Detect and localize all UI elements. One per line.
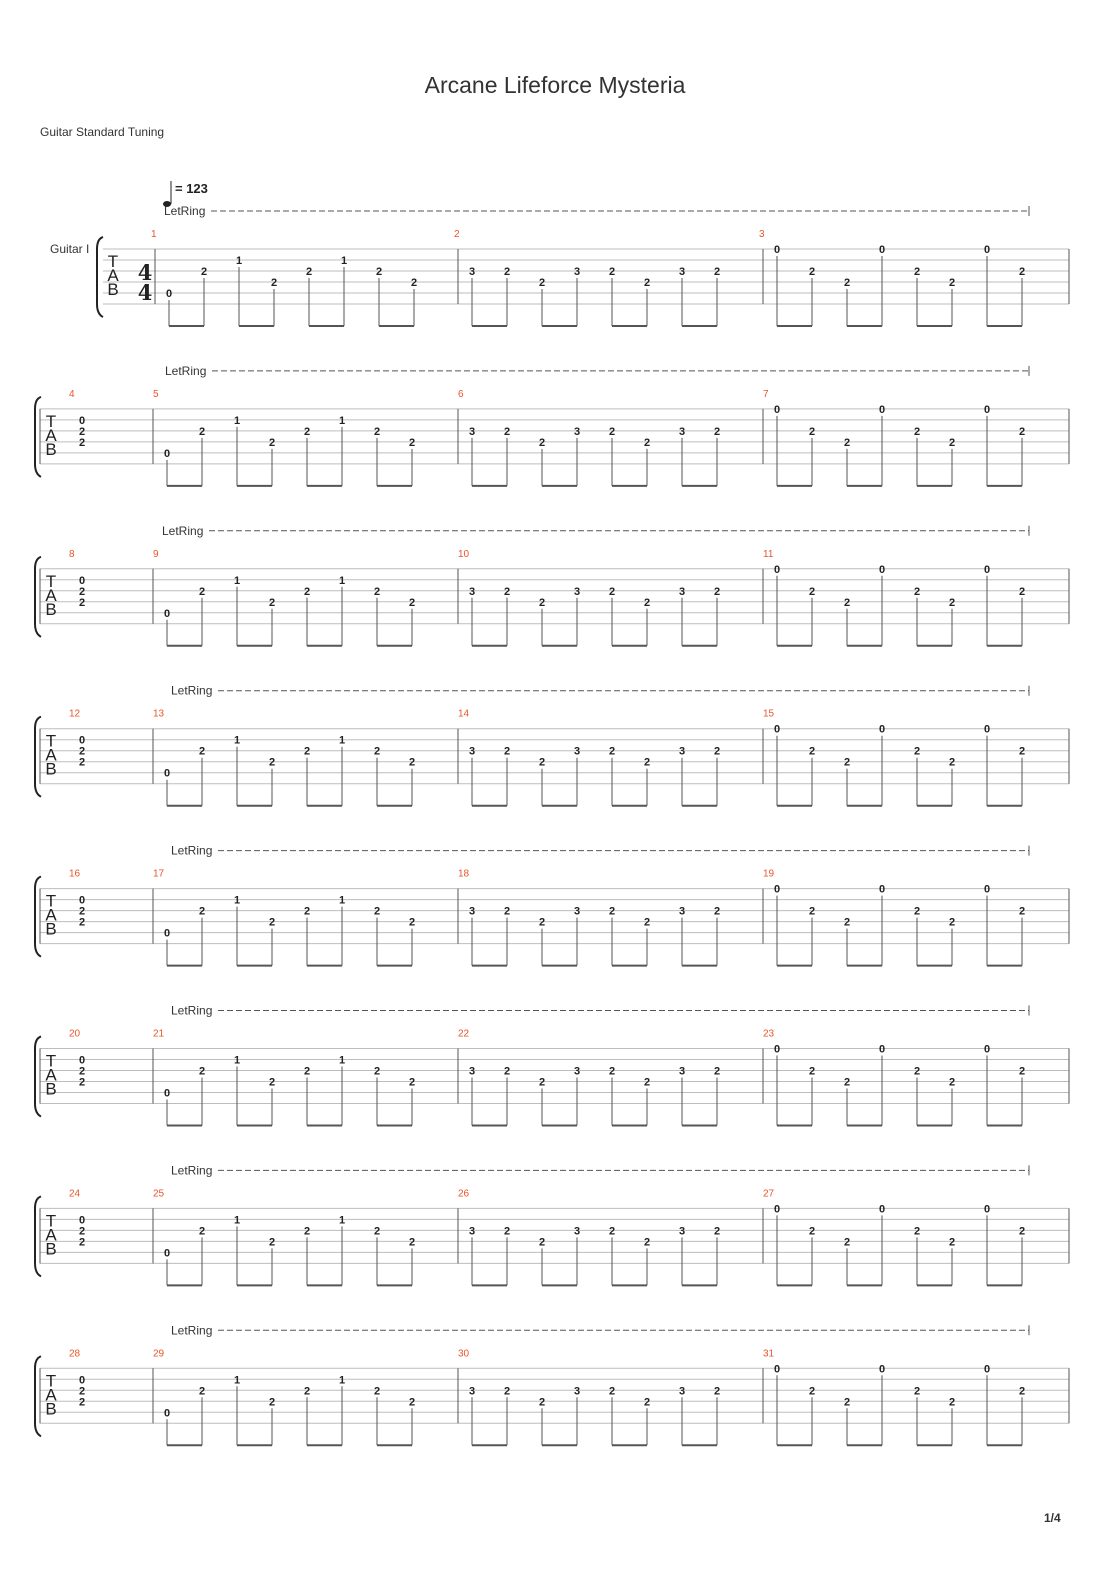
fret-number: 0 <box>878 1363 886 1376</box>
fret-number: 3 <box>678 745 686 758</box>
fret-number: 2 <box>303 1385 311 1398</box>
fret-number: 2 <box>1018 585 1026 598</box>
fret-number: 2 <box>843 596 851 609</box>
fret-number: 2 <box>268 436 276 449</box>
fret-number: 1 <box>233 574 241 587</box>
fret-number: 2 <box>538 436 546 449</box>
fret-number: 2 <box>713 905 721 918</box>
fret-number: 2 <box>948 436 956 449</box>
measure-number: 2 <box>454 229 460 240</box>
fret-number: 2 <box>808 905 816 918</box>
fret-number: 0 <box>78 1054 86 1067</box>
fret-number: 3 <box>573 585 581 598</box>
fret-number: 1 <box>338 414 346 427</box>
fret-number: 2 <box>843 1396 851 1409</box>
measure-number: 5 <box>153 388 159 400</box>
measure-number: 16 <box>69 868 81 880</box>
measure-number: 20 <box>69 1028 81 1040</box>
fret-number: 0 <box>773 563 781 576</box>
fret-number: 2 <box>713 585 721 598</box>
fret-number: 3 <box>678 266 686 278</box>
fret-number: 1 <box>338 894 346 907</box>
tab-letter: T <box>45 891 57 911</box>
fret-number: 2 <box>1018 1225 1026 1238</box>
measure-number: 23 <box>763 1028 775 1040</box>
fret-number: 3 <box>678 585 686 598</box>
fret-number: 3 <box>468 1385 476 1398</box>
fret-number: 0 <box>163 1087 171 1100</box>
fret-number: 2 <box>913 1385 921 1398</box>
fret-number: 0 <box>78 1374 86 1387</box>
fret-number: 2 <box>503 1225 511 1238</box>
fret-number: 2 <box>608 585 616 598</box>
fret-number: 2 <box>78 1396 86 1409</box>
fret-number: 2 <box>808 1065 816 1078</box>
tab-letter: T <box>45 411 57 431</box>
fret-number: 2 <box>608 905 616 918</box>
measure-number: 17 <box>153 868 165 880</box>
fret-number: 0 <box>78 1214 86 1227</box>
measure-number: 11 <box>763 548 774 560</box>
tab-letter: A <box>45 425 57 445</box>
fret-number: 2 <box>643 1236 651 1249</box>
fret-number: 2 <box>373 1385 381 1398</box>
fret-number: 2 <box>303 905 311 918</box>
fret-number: 2 <box>78 905 86 918</box>
fret-number: 2 <box>303 1065 311 1078</box>
fret-number: 2 <box>913 585 921 598</box>
staff-bracket <box>97 237 103 317</box>
fret-number: 0 <box>163 1407 171 1420</box>
fret-number: 2 <box>808 1385 816 1398</box>
fret-number: 2 <box>538 596 546 609</box>
measure-number: 18 <box>458 868 470 880</box>
fret-number: 3 <box>468 425 476 438</box>
fret-number: 2 <box>808 1225 816 1238</box>
fret-number: 0 <box>163 1247 171 1260</box>
measure-number: 7 <box>763 388 769 400</box>
fret-number: 2 <box>1018 745 1026 758</box>
fret-number: 0 <box>773 1363 781 1376</box>
fret-number: 2 <box>503 1065 511 1078</box>
fret-number: 2 <box>375 266 383 278</box>
fret-number: 2 <box>78 756 86 769</box>
fret-number: 0 <box>983 883 991 896</box>
tab-letter: B <box>45 1399 57 1419</box>
fret-number: 0 <box>983 563 991 576</box>
fret-number: 2 <box>643 756 651 769</box>
fret-number: 3 <box>678 1385 686 1398</box>
tab-letter: B <box>107 280 119 299</box>
measure-number: 22 <box>458 1028 470 1040</box>
fret-number: 2 <box>78 745 86 758</box>
fret-number: 2 <box>608 425 616 438</box>
fret-number: 2 <box>408 436 416 449</box>
fret-number: 0 <box>773 883 781 896</box>
let-ring-label: LetRing <box>164 204 206 218</box>
measure-number: 14 <box>458 708 470 720</box>
fret-number: 3 <box>678 1065 686 1078</box>
measure-number: 12 <box>69 708 81 720</box>
fret-number: 2 <box>643 277 651 289</box>
measure-number: 31 <box>763 1348 775 1360</box>
fret-number: 2 <box>303 585 311 598</box>
tab-letter: A <box>45 1385 57 1405</box>
fret-number: 2 <box>268 596 276 609</box>
fret-number: 0 <box>773 403 781 416</box>
fret-number: 1 <box>233 1374 241 1387</box>
fret-number: 2 <box>303 425 311 438</box>
fret-number: 2 <box>408 1396 416 1409</box>
fret-number: 2 <box>713 1065 721 1078</box>
fret-number: 2 <box>1018 425 1026 438</box>
let-ring-label: LetRing <box>171 1003 213 1018</box>
fret-number: 2 <box>78 1225 86 1238</box>
let-ring-label: LetRing <box>171 1163 213 1178</box>
tab-letter: B <box>45 599 57 619</box>
fret-number: 3 <box>573 1385 581 1398</box>
fret-number: 2 <box>268 1236 276 1249</box>
fret-number: 2 <box>713 266 721 278</box>
measure-number: 25 <box>153 1188 165 1200</box>
fret-number: 2 <box>408 756 416 769</box>
fret-number: 0 <box>773 1203 781 1216</box>
tab-letter: T <box>45 731 57 751</box>
measure-number: 21 <box>153 1028 165 1040</box>
fret-number: 2 <box>198 1225 206 1238</box>
fret-number: 2 <box>503 425 511 438</box>
fret-number: 3 <box>678 1225 686 1238</box>
measure-number: 13 <box>153 708 165 720</box>
let-ring-label: LetRing <box>165 363 207 378</box>
tab-letter: A <box>45 1225 57 1245</box>
tab-letter: B <box>45 919 57 939</box>
fret-number: 2 <box>1018 266 1026 278</box>
fret-number: 1 <box>235 255 243 267</box>
fret-number: 2 <box>713 425 721 438</box>
fret-number: 0 <box>163 447 171 460</box>
fret-number: 3 <box>468 905 476 918</box>
fret-number: 2 <box>1018 905 1026 918</box>
fret-number: 2 <box>643 1076 651 1089</box>
fret-number: 0 <box>983 1203 991 1216</box>
fret-number: 2 <box>538 1076 546 1089</box>
fret-number: 2 <box>373 425 381 438</box>
fret-number: 2 <box>913 266 921 278</box>
fret-number: 2 <box>538 756 546 769</box>
fret-number: 2 <box>78 596 86 609</box>
fret-number: 0 <box>773 244 781 256</box>
fret-number: 1 <box>233 734 241 747</box>
fret-number: 1 <box>233 1214 241 1227</box>
fret-number: 2 <box>608 1385 616 1398</box>
fret-number: 2 <box>843 277 851 289</box>
fret-number: 0 <box>773 1043 781 1056</box>
fret-number: 2 <box>503 905 511 918</box>
fret-number: 2 <box>198 1385 206 1398</box>
measure-number: 3 <box>759 229 765 240</box>
measure-number: 15 <box>763 708 775 720</box>
fret-number: 2 <box>198 745 206 758</box>
fret-number: 2 <box>948 1396 956 1409</box>
tab-letter: T <box>107 252 119 271</box>
fret-number: 2 <box>913 1065 921 1078</box>
fret-number: 2 <box>198 1065 206 1078</box>
fret-number: 0 <box>878 563 886 576</box>
fret-number: 0 <box>878 723 886 736</box>
measure-number: 8 <box>69 548 75 560</box>
fret-number: 0 <box>878 1203 886 1216</box>
fret-number: 2 <box>843 1076 851 1089</box>
fret-number: 2 <box>608 1225 616 1238</box>
fret-number: 2 <box>608 266 616 278</box>
fret-number: 2 <box>373 1065 381 1078</box>
fret-number: 2 <box>200 266 208 278</box>
fret-number: 2 <box>373 745 381 758</box>
fret-number: 2 <box>373 1225 381 1238</box>
fret-number: 0 <box>78 414 86 427</box>
fret-number: 1 <box>233 1054 241 1067</box>
tab-letter: T <box>45 571 57 591</box>
fret-number: 2 <box>538 916 546 929</box>
fret-number: 2 <box>643 1396 651 1409</box>
fret-number: 2 <box>843 916 851 929</box>
instrument-name: Guitar I <box>50 242 90 256</box>
fret-number: 2 <box>808 266 816 278</box>
tuning-label: Guitar Standard Tuning <box>40 125 165 139</box>
fret-number: 2 <box>78 1236 86 1249</box>
fret-number: 2 <box>78 916 86 929</box>
fret-number: 3 <box>573 1065 581 1078</box>
fret-number: 2 <box>643 916 651 929</box>
measure-number: 29 <box>153 1348 165 1360</box>
measure-number: 1 <box>151 229 157 240</box>
fret-number: 3 <box>468 585 476 598</box>
fret-number: 2 <box>78 1065 86 1078</box>
fret-number: 2 <box>305 266 313 278</box>
fret-number: 0 <box>773 723 781 736</box>
fret-number: 2 <box>408 596 416 609</box>
fret-number: 3 <box>468 266 476 278</box>
let-ring-label: LetRing <box>171 683 213 698</box>
fret-number: 2 <box>78 1385 86 1398</box>
fret-number: 0 <box>878 883 886 896</box>
fret-number: 0 <box>983 1043 991 1056</box>
tab-letter: A <box>45 1065 57 1085</box>
fret-number: 2 <box>808 745 816 758</box>
fret-number: 2 <box>268 1076 276 1089</box>
fret-number: 0 <box>983 1363 991 1376</box>
page-number: 1/4 <box>1044 1511 1061 1525</box>
fret-number: 2 <box>948 756 956 769</box>
fret-number: 0 <box>163 927 171 940</box>
fret-number: 1 <box>233 414 241 427</box>
fret-number: 3 <box>573 266 581 278</box>
fret-number: 2 <box>408 1236 416 1249</box>
tab-letter: T <box>45 1051 57 1071</box>
fret-number: 2 <box>913 425 921 438</box>
song-title: Arcane Lifeforce Mysteria <box>424 72 686 98</box>
fret-number: 1 <box>340 255 348 267</box>
fret-number: 3 <box>573 905 581 918</box>
measure-number: 28 <box>69 1348 81 1360</box>
fret-number: 2 <box>270 277 278 289</box>
fret-number: 2 <box>948 277 956 289</box>
fret-number: 2 <box>503 266 511 278</box>
fret-number: 2 <box>198 905 206 918</box>
tab-letter: T <box>45 1371 57 1391</box>
fret-number: 2 <box>538 1396 546 1409</box>
fret-number: 2 <box>843 436 851 449</box>
measure-number: 6 <box>458 388 464 400</box>
fret-number: 2 <box>643 596 651 609</box>
fret-number: 2 <box>608 1065 616 1078</box>
fret-number: 0 <box>983 244 991 256</box>
measure-number: 4 <box>69 388 75 400</box>
tab-letter: A <box>45 905 57 925</box>
measure-number: 10 <box>458 548 470 560</box>
fret-number: 3 <box>468 1065 476 1078</box>
fret-number: 2 <box>303 745 311 758</box>
measure-number: 24 <box>69 1188 81 1200</box>
fret-number: 0 <box>163 767 171 780</box>
fret-number: 2 <box>948 1076 956 1089</box>
fret-number: 2 <box>373 585 381 598</box>
let-ring-label: LetRing <box>171 1323 213 1338</box>
fret-number: 0 <box>78 574 86 587</box>
fret-number: 1 <box>338 734 346 747</box>
tab-letter: B <box>45 1239 57 1259</box>
tab-letter: T <box>45 1211 57 1231</box>
measure-number: 27 <box>763 1188 775 1200</box>
measure-number: 9 <box>153 548 159 560</box>
fret-number: 1 <box>338 1374 346 1387</box>
tab-letter: A <box>45 745 57 765</box>
fret-number: 2 <box>268 1396 276 1409</box>
tempo-marking: = 123 <box>175 181 208 196</box>
fret-number: 0 <box>983 403 991 416</box>
fret-number: 0 <box>78 894 86 907</box>
fret-number: 2 <box>538 277 546 289</box>
fret-number: 3 <box>468 1225 476 1238</box>
fret-number: 2 <box>713 745 721 758</box>
fret-number: 2 <box>78 1076 86 1089</box>
fret-number: 3 <box>678 905 686 918</box>
tab-letter: B <box>45 1079 57 1099</box>
fret-number: 2 <box>373 905 381 918</box>
fret-number: 3 <box>573 1225 581 1238</box>
fret-number: 2 <box>713 1385 721 1398</box>
fret-number: 2 <box>713 1225 721 1238</box>
fret-number: 2 <box>78 585 86 598</box>
fret-number: 2 <box>913 1225 921 1238</box>
fret-number: 2 <box>503 1385 511 1398</box>
fret-number: 2 <box>1018 1065 1026 1078</box>
fret-number: 3 <box>468 745 476 758</box>
fret-number: 2 <box>198 585 206 598</box>
tab-letter: B <box>45 759 57 779</box>
fret-number: 2 <box>808 585 816 598</box>
fret-number: 2 <box>913 905 921 918</box>
fret-number: 2 <box>503 585 511 598</box>
fret-number: 2 <box>268 756 276 769</box>
fret-number: 2 <box>408 1076 416 1089</box>
time-signature-bottom: 4 <box>137 280 153 305</box>
fret-number: 2 <box>843 1236 851 1249</box>
fret-number: 1 <box>338 1214 346 1227</box>
fret-number: 2 <box>268 916 276 929</box>
fret-number: 1 <box>233 894 241 907</box>
fret-number: 2 <box>503 745 511 758</box>
tab-letter: B <box>45 439 57 459</box>
fret-number: 2 <box>1018 1385 1026 1398</box>
tab-letter: A <box>45 585 57 605</box>
fret-number: 2 <box>78 425 86 438</box>
fret-number: 0 <box>163 607 171 620</box>
fret-number: 2 <box>198 425 206 438</box>
fret-number: 2 <box>913 745 921 758</box>
fret-number: 2 <box>78 436 86 449</box>
fret-number: 0 <box>78 734 86 747</box>
fret-number: 3 <box>573 745 581 758</box>
tab-letter: A <box>107 266 119 285</box>
fret-number: 0 <box>983 723 991 736</box>
measure-number: 19 <box>763 868 775 880</box>
time-signature-top: 4 <box>137 260 153 285</box>
measure-number: 26 <box>458 1188 470 1200</box>
fret-number: 2 <box>643 436 651 449</box>
fret-number: 1 <box>338 574 346 587</box>
fret-number: 0 <box>878 1043 886 1056</box>
fret-number: 2 <box>538 1236 546 1249</box>
fret-number: 3 <box>573 425 581 438</box>
fret-number: 3 <box>678 425 686 438</box>
fret-number: 2 <box>948 916 956 929</box>
fret-number: 1 <box>338 1054 346 1067</box>
fret-number: 2 <box>948 596 956 609</box>
fret-number: 2 <box>408 916 416 929</box>
fret-number: 0 <box>165 288 173 300</box>
fret-number: 0 <box>878 244 886 256</box>
measure-number: 30 <box>458 1348 470 1360</box>
fret-number: 0 <box>878 403 886 416</box>
fret-number: 2 <box>303 1225 311 1238</box>
fret-number: 2 <box>410 277 418 289</box>
fret-number: 2 <box>808 425 816 438</box>
fret-number: 2 <box>843 756 851 769</box>
fret-number: 2 <box>948 1236 956 1249</box>
let-ring-label: LetRing <box>162 523 204 538</box>
fret-number: 2 <box>608 745 616 758</box>
let-ring-label: LetRing <box>171 843 213 858</box>
